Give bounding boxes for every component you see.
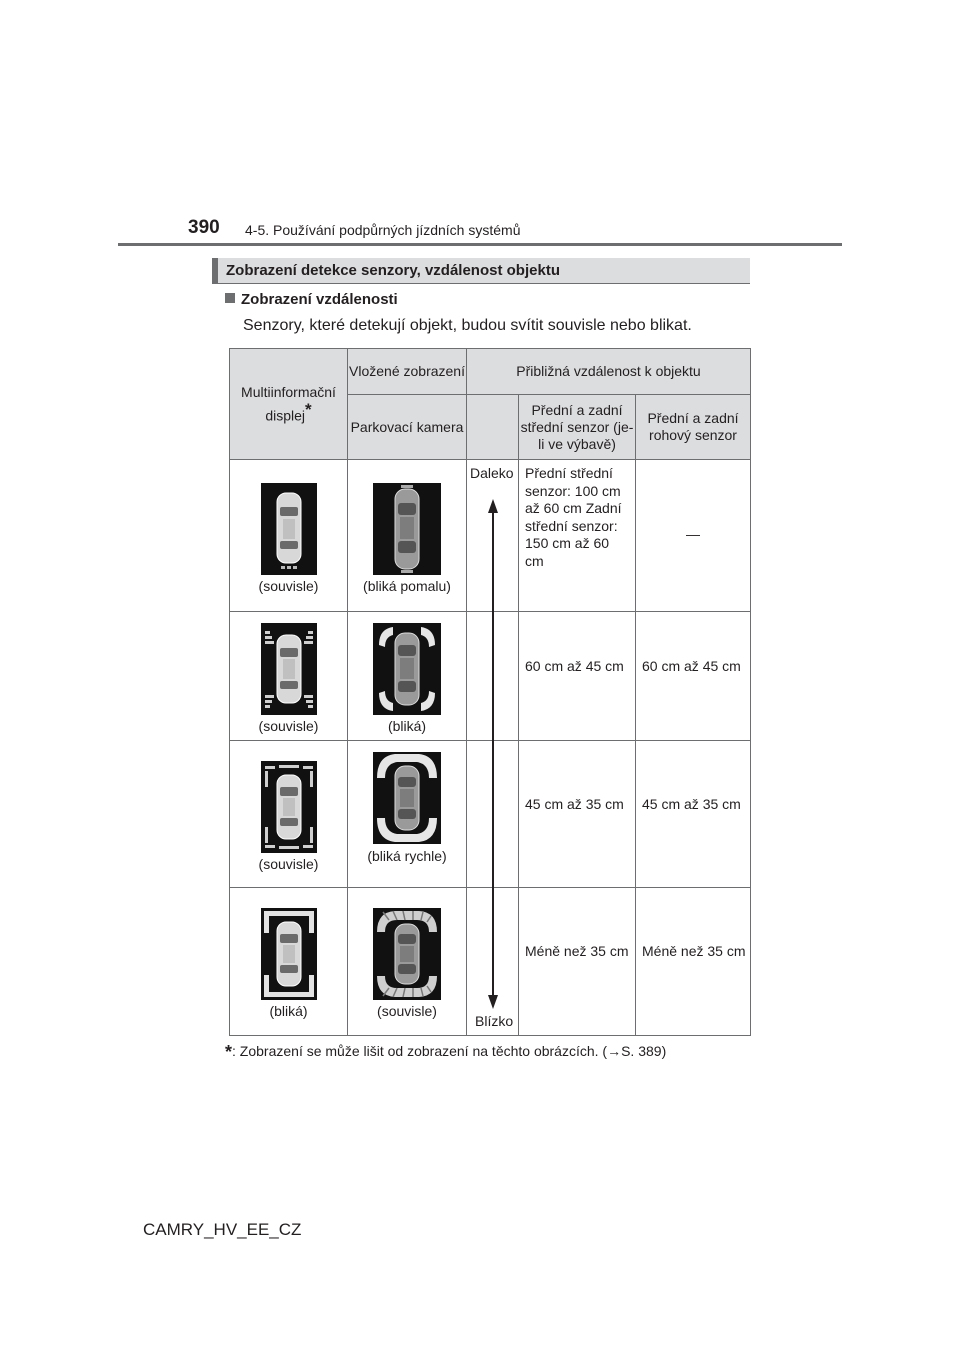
corner-sensor-value: [636, 460, 751, 612]
footnote-text: : Zobrazení se může lišit od zobrazení na těchto obrázcích. (→S. 389): [232, 1043, 667, 1059]
center-sensor-value: [519, 460, 636, 612]
header-divider: [118, 243, 842, 246]
center-sensor-value: [519, 612, 636, 741]
corner-sensor-value: [636, 888, 751, 1036]
multi-display-cell: [230, 888, 348, 1036]
near-label: Blízko: [475, 1013, 514, 1029]
header-corner-sensor: Přední a zadní rohový senzor: [636, 395, 751, 460]
document-code: CAMRY_HV_EE_CZ: [143, 1220, 302, 1239]
camera-cell: [348, 888, 467, 1036]
section-accent: [212, 258, 218, 284]
center-sensor-value: [519, 741, 636, 888]
footnote-asterisk: *: [225, 1042, 233, 1062]
subsection-title: Zobrazení vzdálenosti: [241, 291, 398, 308]
corner-sensor-value: [636, 612, 751, 741]
corner-distance-text: 60 cm až 45 cm: [642, 658, 741, 674]
camera-car-icon: [373, 483, 441, 575]
camera-caption: (bliká pomalu): [363, 578, 451, 594]
multi-display-car-icon: [261, 483, 317, 575]
subsection-heading: [225, 291, 398, 308]
camera-car-icon: [373, 623, 441, 715]
corner-distance-text: Méně než 35 cm: [642, 943, 746, 959]
camera-caption: (bliká rychle): [367, 848, 447, 864]
camera-car-icon: [373, 908, 441, 1000]
header-approx-distance: Přibližná vzdálenost k objektu: [467, 349, 751, 395]
multi-display-caption: (souvisle): [258, 856, 319, 872]
camera-cell: [348, 460, 467, 612]
multi-display-car-icon: [261, 623, 317, 715]
center-sensor-value: [519, 888, 636, 1036]
multi-display-cell: [230, 741, 348, 888]
multi-display-car-icon: [261, 761, 317, 853]
multi-display-cell: [230, 460, 348, 612]
camera-cell: [348, 612, 467, 741]
camera-cell: [348, 741, 467, 888]
header-center-sensor: Přední a zadní střední senzor (je-li ve výbavě): [519, 395, 636, 460]
multi-display-caption: (souvisle): [258, 578, 319, 594]
multi-display-caption: (bliká): [269, 1003, 308, 1019]
section-heading: [212, 258, 750, 284]
multi-display-caption: (souvisle): [258, 718, 319, 734]
far-label: Daleko: [470, 465, 514, 481]
center-distance-text: Méně než 35 cm: [525, 943, 629, 959]
corner-distance-text: —: [686, 526, 700, 542]
header-parking-camera: Parkovací kamera: [348, 395, 467, 460]
center-distance-text: 45 cm až 35 cm: [525, 796, 624, 812]
header-multi-display: [230, 349, 348, 460]
intro-text: Senzory, které detekují objekt, budou svítit souvisle nebo blikat.: [243, 317, 692, 334]
multi-display-cell: [230, 612, 348, 741]
footnote: [225, 1042, 666, 1063]
distance-arrow-icon: [466, 459, 518, 1035]
corner-sensor-value: [636, 741, 751, 888]
center-distance-text: Přední střední senzor: 100 cm až 60 cm Zadní střední senzor: 150 cm až 60 cm: [525, 465, 622, 569]
header-arrow-spacer: [467, 395, 519, 460]
center-distance-text: 60 cm až 45 cm: [525, 658, 624, 674]
header-built-in-display: Vložené zobrazení: [348, 349, 467, 395]
camera-car-icon: [373, 752, 441, 844]
header-multi-display-label: Multiinformační displej: [241, 383, 336, 424]
chapter-title: 4-5. Používání podpůrných jízdních systémů: [245, 222, 521, 238]
square-bullet-icon: [225, 293, 235, 303]
section-title: Zobrazení detekce senzory, vzdálenost objektu: [226, 262, 560, 279]
camera-caption: (bliká): [387, 718, 427, 734]
page-number: 390: [188, 217, 220, 238]
camera-caption: (souvisle): [377, 1003, 437, 1019]
asterisk-mark: *: [305, 399, 312, 419]
corner-distance-text: 45 cm až 35 cm: [642, 796, 741, 812]
multi-display-car-icon: [261, 908, 317, 1000]
